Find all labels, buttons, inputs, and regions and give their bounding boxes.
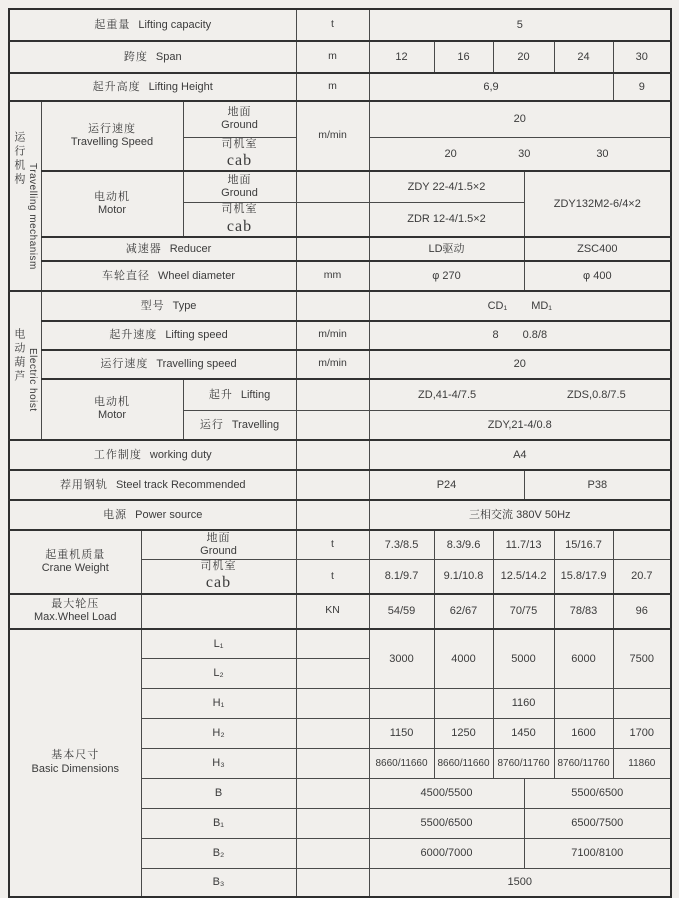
- group-electric-hoist-zh: 电动葫芦: [12, 328, 25, 385]
- lifting-capacity-label: [9, 9, 296, 41]
- crane-weight-cab-unit: t: [296, 560, 369, 594]
- travelling-speed-label: [41, 101, 183, 171]
- dim-h2-value-2: 1250: [434, 719, 493, 749]
- dim-h3-value-1: 8660/11660: [369, 749, 434, 779]
- dim-b2-unit: [296, 839, 369, 869]
- hoist-motor-lifting-value-left: ZD,41-4/7.5: [418, 388, 477, 401]
- row-hoist-motor-lifting: [9, 379, 671, 411]
- dim-h3-label: H₃: [141, 749, 296, 779]
- travelling-speed-ground-en: Ground: [221, 119, 258, 132]
- hoist-type-label-en: Type: [172, 299, 197, 312]
- crane-weight-cab-zh: 司机室: [200, 560, 237, 573]
- dim-b1-label: B₁: [141, 809, 296, 839]
- dim-b3-value: 1500: [369, 869, 671, 897]
- travelling-speed-cab-value-2: 30: [518, 147, 531, 160]
- steel-track-label: [9, 470, 296, 500]
- lifting-capacity-label-en: Lifting capacity: [138, 18, 212, 31]
- hoist-lifting-speed-value-right: 0.8/8: [522, 329, 548, 342]
- dim-h1-value-4: [554, 689, 613, 719]
- dim-h2-value-5: 1700: [613, 719, 671, 749]
- crane-weight-cab-value-5: 20.7: [613, 560, 671, 594]
- hoist-motor-label-zh: 电动机: [94, 396, 130, 409]
- row-lifting-height: [9, 73, 671, 101]
- crane-weight-ground-unit: t: [296, 530, 369, 560]
- dim-h1-label: H₁: [141, 689, 296, 719]
- row-power-source: [9, 500, 671, 530]
- crane-weight-ground-en: Ground: [200, 545, 237, 557]
- span-label-zh: 跨度: [123, 50, 148, 63]
- hoist-motor-travelling-value: ZDY,21-4/0.8: [369, 411, 671, 440]
- group-electric-hoist-labels: [11, 318, 40, 412]
- motor-cab-label: [183, 203, 296, 237]
- span-value-3: 20: [493, 41, 554, 73]
- crane-weight-cab-value-1: 8.1/9.7: [369, 560, 434, 594]
- span-value-4: 24: [554, 41, 613, 73]
- hoist-lifting-speed-label: [41, 321, 296, 350]
- hoist-type-value: [369, 291, 671, 321]
- crane-weight-cab-value-4: 15.8/17.9: [554, 560, 613, 594]
- hoist-motor-label-en: Motor: [97, 409, 127, 422]
- dim-b3-unit: [296, 869, 369, 897]
- hoist-motor-travelling-label: [183, 411, 296, 440]
- dim-b2-value-right: 7100/8100: [524, 839, 671, 869]
- dim-l2-label: L₂: [141, 659, 296, 689]
- lifting-height-label-en: Lifting Height: [148, 80, 213, 93]
- crane-weight-label-en: Crane Weight: [41, 561, 109, 574]
- hoist-motor-lifting-value: [369, 379, 671, 411]
- travelling-speed-unit: m/min: [296, 101, 369, 171]
- basic-dimensions-label-en: Basic Dimensions: [31, 762, 119, 775]
- wheel-diameter-label-zh: 车轮直径: [101, 269, 150, 282]
- hoist-travelling-speed-value: 20: [369, 350, 671, 379]
- hoist-motor-travelling-en: Travelling: [231, 418, 280, 431]
- row-hoist-type: [9, 291, 671, 321]
- steel-track-label-zh: 荐用钢轨: [59, 478, 108, 491]
- max-wheel-load-label-zh: 最大轮压: [51, 597, 100, 610]
- crane-weight-ground-label: [141, 530, 296, 560]
- motor-cab-zh: 司机室: [221, 203, 258, 216]
- travelling-speed-cab-zh: 司机室: [221, 137, 258, 150]
- dim-h1-value-3: 1160: [493, 689, 554, 719]
- motor-label: [41, 171, 183, 237]
- travelling-speed-cab-value-1: 20: [444, 147, 457, 160]
- group-travelling-mechanism-en: Travelling mechanism: [26, 163, 38, 271]
- basic-dimensions-label: [9, 629, 141, 897]
- hoist-motor-lifting-en: Lifting: [240, 388, 271, 401]
- travelling-speed-label-zh: 运行速度: [88, 122, 136, 135]
- power-source-value: 三相交流 380V 50Hz: [369, 500, 671, 530]
- group-electric-hoist-en: Electric hoist: [26, 348, 38, 413]
- dim-l-value-3: 5000: [493, 629, 554, 689]
- dim-h1-value-5: [613, 689, 671, 719]
- motor-merged-value: ZDY132M2-6/4×2: [524, 171, 671, 237]
- dim-h1-value-1: [369, 689, 434, 719]
- travelling-speed-ground-label: [183, 101, 296, 137]
- dim-h1-unit: [296, 689, 369, 719]
- hoist-travelling-speed-unit: m/min: [296, 350, 369, 379]
- travelling-speed-cab-value-3: 30: [596, 147, 609, 160]
- working-duty-unit: [296, 440, 369, 470]
- dim-h2-label: H₂: [141, 719, 296, 749]
- hoist-type-value-left: CD₁: [487, 299, 508, 312]
- span-label-en: Span: [155, 50, 182, 63]
- dim-h3-value-4: 8760/11760: [554, 749, 613, 779]
- crane-weight-label-zh: 起重机质量: [45, 548, 106, 561]
- working-duty-label-zh: 工作制度: [93, 448, 142, 461]
- hoist-travelling-speed-label-zh: 运行速度: [100, 358, 149, 371]
- group-electric-hoist: [9, 291, 41, 440]
- power-source-label-en: Power source: [135, 508, 203, 521]
- max-wheel-load-label: [9, 594, 141, 629]
- row-steel-track: [9, 470, 671, 500]
- motor-cab-en: cab: [226, 217, 253, 235]
- dim-l-value-2: 4000: [434, 629, 493, 689]
- motor-ground-value: ZDY 22-4/1.5×2: [369, 171, 524, 203]
- hoist-travelling-speed-label: [41, 350, 296, 379]
- travelling-speed-ground-value: 20: [369, 101, 671, 137]
- row-motor-ground: [9, 171, 671, 203]
- hoist-lifting-speed-label-en: Lifting speed: [165, 329, 228, 342]
- lifting-height-value-last: 9: [613, 73, 671, 101]
- dim-l-value-5: 7500: [613, 629, 671, 689]
- dim-h2-unit: [296, 719, 369, 749]
- crane-weight-ground-value-4: 15/16.7: [554, 530, 613, 560]
- dim-b1-value-right: 6500/7500: [524, 809, 671, 839]
- dim-l2-unit: [296, 659, 369, 689]
- crane-weight-ground-value-3: 11.7/13: [493, 530, 554, 560]
- hoist-motor-lifting-unit: [296, 379, 369, 411]
- hoist-motor-travelling-zh: 运行: [199, 418, 224, 431]
- lifting-capacity-unit: t: [296, 9, 369, 41]
- working-duty-value: A4: [369, 440, 671, 470]
- hoist-type-label: [41, 291, 296, 321]
- motor-unit-cab: [296, 203, 369, 237]
- crane-weight-ground-value-2: 8.3/9.6: [434, 530, 493, 560]
- dim-l-value-4: 6000: [554, 629, 613, 689]
- max-wheel-load-value-5: 96: [613, 594, 671, 629]
- hoist-motor-travelling-unit: [296, 411, 369, 440]
- dim-b-value-right: 5500/6500: [524, 779, 671, 809]
- dim-b2-value-left: 6000/7000: [369, 839, 524, 869]
- wheel-diameter-label-en: Wheel diameter: [157, 269, 236, 282]
- lifting-height-label-zh: 起升高度: [92, 80, 141, 93]
- crane-spec-table: [8, 8, 672, 898]
- basic-dimensions-label-zh: 基本尺寸: [51, 749, 100, 762]
- row-lifting-capacity: [9, 9, 671, 41]
- group-travelling-mechanism: [9, 101, 41, 291]
- lifting-height-unit: m: [296, 73, 369, 101]
- crane-weight-cab-label: [141, 560, 296, 594]
- lifting-height-label: [9, 73, 296, 101]
- dim-l-value-1: 3000: [369, 629, 434, 689]
- power-source-unit: [296, 500, 369, 530]
- dim-h2-value-1: 1150: [369, 719, 434, 749]
- dim-b1-unit: [296, 809, 369, 839]
- steel-track-value-right: P38: [524, 470, 671, 500]
- crane-weight-label: [9, 530, 141, 594]
- dim-h3-value-3: 8760/11760: [493, 749, 554, 779]
- wheel-diameter-unit: mm: [296, 261, 369, 291]
- reducer-value-right: ZSC400: [524, 237, 671, 261]
- wheel-diameter-value-left: φ 270: [369, 261, 524, 291]
- group-travelling-mechanism-labels: [11, 121, 40, 270]
- power-source-label: [9, 500, 296, 530]
- reducer-label-zh: 减速器: [125, 242, 162, 255]
- lifting-capacity-value: 5: [369, 9, 671, 41]
- group-travelling-mechanism-zh: 运行机构: [12, 131, 25, 188]
- span-unit: m: [296, 41, 369, 73]
- hoist-type-unit: [296, 291, 369, 321]
- max-wheel-load-unit: KN: [296, 594, 369, 629]
- hoist-lifting-speed-unit: m/min: [296, 321, 369, 350]
- travelling-speed-cab-values: [369, 137, 671, 171]
- dim-b1-value-left: 5500/6500: [369, 809, 524, 839]
- motor-cab-value: ZDR 12-4/1.5×2: [369, 203, 524, 237]
- travelling-speed-cab-en: cab: [226, 151, 253, 169]
- dim-h3-value-2: 8660/11660: [434, 749, 493, 779]
- row-reducer: [9, 237, 671, 261]
- span-value-2: 16: [434, 41, 493, 73]
- max-wheel-load-sub-empty: [141, 594, 296, 629]
- motor-ground-zh: 地面: [227, 173, 252, 186]
- row-hoist-travelling-speed: [9, 350, 671, 379]
- hoist-lifting-speed-value-left: 8: [492, 329, 499, 342]
- span-value-5: 30: [613, 41, 671, 73]
- working-duty-label: [9, 440, 296, 470]
- hoist-motor-lifting-zh: 起升: [208, 388, 233, 401]
- dim-b-value-left: 4500/5500: [369, 779, 524, 809]
- travelling-speed-label-en: Travelling Speed: [70, 135, 154, 148]
- reducer-unit: [296, 237, 369, 261]
- hoist-type-value-right: MD₁: [531, 299, 553, 312]
- lifting-capacity-label-zh: 起重量: [94, 18, 131, 31]
- row-span: [9, 41, 671, 73]
- dim-h3-value-5: 11860: [613, 749, 671, 779]
- crane-weight-cab-en: cab: [205, 574, 232, 592]
- motor-ground-en: Ground: [221, 187, 258, 200]
- working-duty-label-en: working duty: [149, 448, 212, 461]
- crane-weight-ground-zh: 地面: [206, 531, 231, 544]
- hoist-motor-label: [41, 379, 183, 440]
- crane-weight-cab-value-3: 12.5/14.2: [493, 560, 554, 594]
- motor-ground-label: [183, 171, 296, 203]
- dim-l1-unit: [296, 629, 369, 659]
- crane-weight-ground-value-1: 7.3/8.5: [369, 530, 434, 560]
- dim-h1-value-2: [434, 689, 493, 719]
- motor-label-en: Motor: [97, 203, 127, 216]
- row-max-wheel-load: [9, 594, 671, 629]
- hoist-motor-lifting-value-right: ZDS,0.8/7.5: [567, 388, 626, 401]
- hoist-lifting-speed-label-zh: 起升速度: [109, 329, 158, 342]
- travelling-speed-ground-zh: 地面: [227, 106, 252, 119]
- hoist-motor-lifting-label: [183, 379, 296, 411]
- hoist-travelling-speed-label-en: Travelling speed: [156, 358, 237, 371]
- dim-b3-label: B₃: [141, 869, 296, 897]
- max-wheel-load-value-3: 70/75: [493, 594, 554, 629]
- dim-h3-unit: [296, 749, 369, 779]
- steel-track-label-en: Steel track Recommended: [115, 478, 246, 491]
- dim-l1-label: L₁: [141, 629, 296, 659]
- travelling-speed-cab-label: [183, 137, 296, 171]
- dim-h2-value-3: 1450: [493, 719, 554, 749]
- dim-b-label: B: [141, 779, 296, 809]
- dim-b-unit: [296, 779, 369, 809]
- reducer-label: [41, 237, 296, 261]
- crane-weight-ground-value-5: [613, 530, 671, 560]
- lifting-height-value-main: 6,9: [369, 73, 613, 101]
- hoist-lifting-speed-value: [369, 321, 671, 350]
- motor-unit-ground: [296, 171, 369, 203]
- span-label: [9, 41, 296, 73]
- power-source-label-zh: 电源: [103, 508, 128, 521]
- max-wheel-load-value-1: 54/59: [369, 594, 434, 629]
- reducer-label-en: Reducer: [169, 242, 212, 255]
- wheel-diameter-value-right: φ 400: [524, 261, 671, 291]
- dim-b2-label: B₂: [141, 839, 296, 869]
- span-value-1: 12: [369, 41, 434, 73]
- reducer-value-left: LD驱动: [369, 237, 524, 261]
- row-working-duty: [9, 440, 671, 470]
- row-dim-l1: [9, 629, 671, 659]
- max-wheel-load-value-2: 62/67: [434, 594, 493, 629]
- steel-track-unit: [296, 470, 369, 500]
- row-hoist-lifting-speed: [9, 321, 671, 350]
- motor-label-zh: 电动机: [94, 190, 130, 203]
- row-crane-weight-ground: [9, 530, 671, 560]
- crane-weight-cab-value-2: 9.1/10.8: [434, 560, 493, 594]
- wheel-diameter-label: [41, 261, 296, 291]
- steel-track-value-left: P24: [369, 470, 524, 500]
- max-wheel-load-label-en: Max.Wheel Load: [33, 611, 117, 624]
- row-travelling-speed-ground: [9, 101, 671, 137]
- max-wheel-load-value-4: 78/83: [554, 594, 613, 629]
- hoist-type-label-zh: 型号: [140, 299, 165, 312]
- dim-h2-value-4: 1600: [554, 719, 613, 749]
- row-wheel-diameter: [9, 261, 671, 291]
